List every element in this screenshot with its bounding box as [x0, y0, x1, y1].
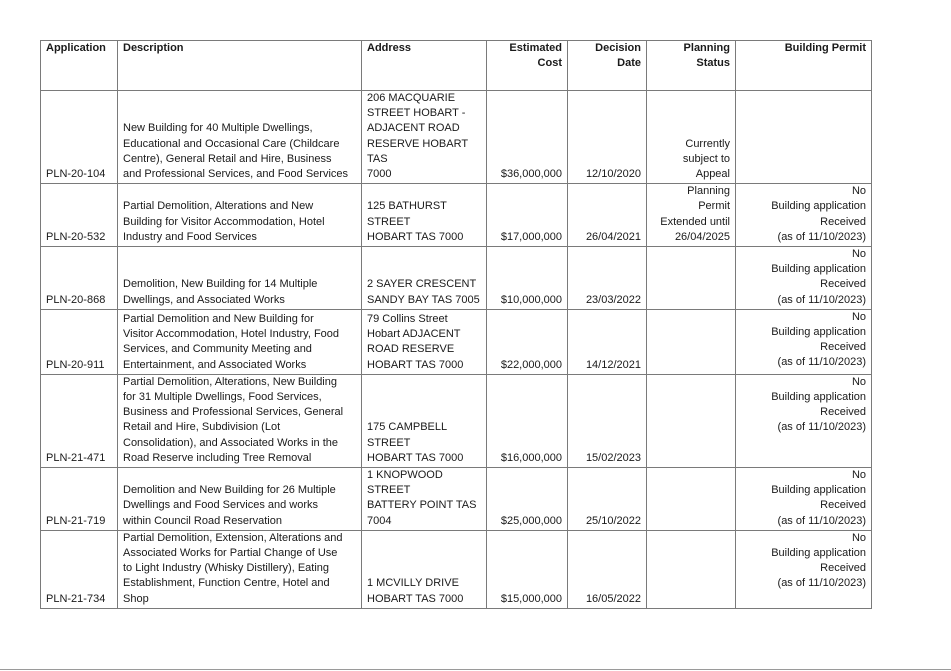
- header-building-permit: Building Permit: [736, 41, 872, 91]
- cell-planning-status: [647, 530, 736, 608]
- cell-planning-status: [647, 374, 736, 467]
- table-row: [41, 184, 872, 247]
- table-row: [41, 309, 872, 374]
- cell-planning-status: Planning Permit Extended until 26/04/2025: [647, 184, 736, 247]
- cell-decision-date: 25/10/2022: [568, 468, 647, 531]
- cell-planning-status: Currently subject to Appeal: [647, 91, 736, 184]
- table-row: [41, 247, 872, 310]
- cell-planning-status: [647, 247, 736, 310]
- table-body: [41, 91, 872, 609]
- cell-decision-date: 23/03/2022: [568, 247, 647, 310]
- header-decision-date: Decision Date: [568, 41, 647, 91]
- cell-planning-status: [647, 468, 736, 531]
- cell-description: New Building for 40 Multiple Dwellings, Educational and Occasional Care (Childcare Centre), General Retail and Hire, Business and Professional Services, and Food Services: [118, 91, 362, 184]
- cell-building-permit: No Building application Received (as of 11/10/2023): [736, 530, 872, 608]
- cell-description: Demolition, New Building for 14 Multiple Dwellings, and Associated Works: [118, 247, 362, 310]
- planning-applications-table: [40, 40, 872, 609]
- table-row: [41, 374, 872, 467]
- cell-description: Partial Demolition, Alterations and New Building for Visitor Accommodation, Hotel Industry and Food Services: [118, 184, 362, 247]
- cell-address: 1 MCVILLY DRIVE HOBART TAS 7000: [362, 530, 487, 608]
- cell-building-permit: No Building application Received (as of 11/10/2023): [736, 247, 872, 310]
- cell-estimated-cost: $10,000,000: [487, 247, 568, 310]
- header-description: Description: [118, 41, 362, 91]
- cell-description: Partial Demolition, Alterations, New Building for 31 Multiple Dwellings, Food Services, Business and Professional Services, General Retail and Hire, Subdivision (Lot Consolidation), and Associated Works in the Road Reserve including Tree Removal: [118, 374, 362, 467]
- cell-estimated-cost: $15,000,000: [487, 530, 568, 608]
- header-planning-status: Planning Status: [647, 41, 736, 91]
- cell-application: PLN-20-104: [41, 91, 118, 184]
- cell-application: PLN-21-471: [41, 374, 118, 467]
- page-bottom-rule: [0, 669, 951, 670]
- cell-building-permit: No Building application Received (as of 11/10/2023): [736, 374, 872, 467]
- cell-planning-status: [647, 309, 736, 374]
- cell-application: PLN-20-868: [41, 247, 118, 310]
- cell-building-permit: No Building application Received (as of 11/10/2023): [736, 468, 872, 531]
- cell-address: 2 SAYER CRESCENT SANDY BAY TAS 7005: [362, 247, 487, 310]
- cell-estimated-cost: $25,000,000: [487, 468, 568, 531]
- cell-description: Partial Demolition, Extension, Alterations and Associated Works for Partial Change of Use to Light Industry (Whisky Distillery), Eating Establishment, Function Centre, Hotel and Shop: [118, 530, 362, 608]
- table-row: [41, 91, 872, 184]
- cell-estimated-cost: $16,000,000: [487, 374, 568, 467]
- cell-address: 206 MACQUARIE STREET HOBART - ADJACENT ROAD RESERVE HOBART TAS 7000: [362, 91, 487, 184]
- cell-decision-date: 14/12/2021: [568, 309, 647, 374]
- cell-address: 175 CAMPBELL STREET HOBART TAS 7000: [362, 374, 487, 467]
- cell-address: 1 KNOPWOOD STREET BATTERY POINT TAS 7004: [362, 468, 487, 531]
- header-address: Address: [362, 41, 487, 91]
- cell-decision-date: 12/10/2020: [568, 91, 647, 184]
- cell-decision-date: 26/04/2021: [568, 184, 647, 247]
- cell-estimated-cost: $36,000,000: [487, 91, 568, 184]
- cell-description: Demolition and New Building for 26 Multiple Dwellings and Food Services and works within Council Road Reservation: [118, 468, 362, 531]
- cell-estimated-cost: $22,000,000: [487, 309, 568, 374]
- header-estimated-cost: Estimated Cost: [487, 41, 568, 91]
- table-row: [41, 468, 872, 531]
- table-header-row: [41, 41, 872, 91]
- cell-application: PLN-21-734: [41, 530, 118, 608]
- header-application: Application: [41, 41, 118, 91]
- cell-application: PLN-20-911: [41, 309, 118, 374]
- cell-building-permit: No Building application Received (as of 11/10/2023): [736, 184, 872, 247]
- cell-building-permit: No Building application Received (as of 11/10/2023): [736, 309, 872, 374]
- cell-application: PLN-21-719: [41, 468, 118, 531]
- cell-decision-date: 16/05/2022: [568, 530, 647, 608]
- table-row: [41, 530, 872, 608]
- cell-application: PLN-20-532: [41, 184, 118, 247]
- cell-estimated-cost: $17,000,000: [487, 184, 568, 247]
- cell-building-permit: [736, 91, 872, 184]
- cell-address: 79 Collins Street Hobart ADJACENT ROAD RESERVE HOBART TAS 7000: [362, 309, 487, 374]
- cell-decision-date: 15/02/2023: [568, 374, 647, 467]
- cell-address: 125 BATHURST STREET HOBART TAS 7000: [362, 184, 487, 247]
- cell-description: Partial Demolition and New Building for Visitor Accommodation, Hotel Industry, Food Services, and Community Meeting and Entertainment, and Associated Works: [118, 309, 362, 374]
